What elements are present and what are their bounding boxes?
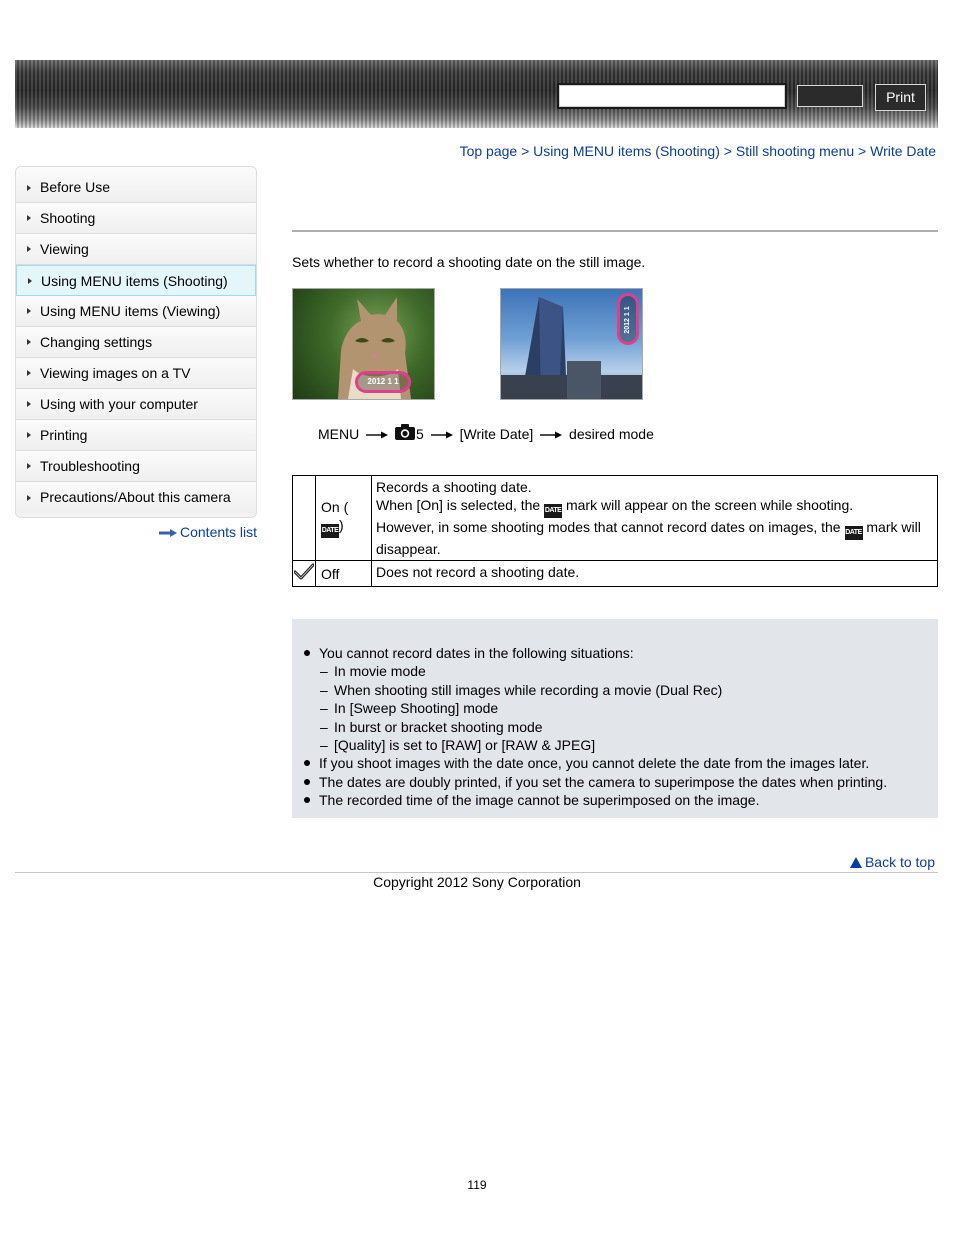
bullet-icon [304, 797, 310, 803]
list-item [292, 736, 938, 754]
breadcrumb-top-page[interactable]: Top page [459, 143, 518, 159]
note-text: In movie mode [334, 663, 426, 680]
breadcrumb-write-date[interactable]: Write Date [870, 143, 936, 159]
arrow-right-icon [366, 431, 388, 439]
triangle-right-icon [28, 278, 32, 284]
list-item [292, 644, 938, 662]
date-stamp-highlight: 2012 1 1 [355, 371, 411, 393]
contents-list-label: Contents list [180, 524, 258, 540]
sidebar-item-label: Before Use [40, 179, 111, 195]
sidebar-item-label: Changing settings [40, 334, 153, 350]
menu-desired-mode: desired mode [569, 426, 654, 442]
back-to-top-label: Back to top [864, 854, 935, 870]
print-button[interactable]: Print [875, 84, 926, 111]
breadcrumb-using-menu-shooting[interactable]: Using MENU items (Shooting) [533, 143, 720, 159]
sidebar-item-label: Using MENU items (Shooting) [41, 273, 228, 289]
option-label-text: ) [339, 517, 344, 533]
sample-photo-cat [292, 288, 435, 400]
sidebar-item-label: Precautions/About this camera [40, 489, 231, 505]
desc-line: Records a shooting date. [376, 479, 532, 495]
breadcrumb-separator: > [723, 143, 732, 159]
sidebar-item-label: Viewing [40, 241, 89, 257]
dash-icon: – [320, 681, 328, 698]
sidebar-item-before-use[interactable] [16, 167, 256, 203]
default-mark-cell [293, 476, 316, 561]
dash-icon: – [320, 737, 328, 754]
sidebar-item-using-menu-viewing[interactable] [16, 296, 256, 327]
sidebar-item-label: Using with your computer [40, 396, 198, 412]
default-mark-cell [293, 561, 316, 587]
table-row [293, 476, 938, 561]
triangle-right-icon [27, 185, 31, 191]
breadcrumb-separator: > [521, 143, 530, 159]
triangle-right-icon [27, 370, 31, 376]
sidebar-nav [15, 166, 257, 518]
triangle-right-icon [27, 401, 31, 407]
date-icon: DATE [544, 504, 562, 518]
intro-text: Sets whether to record a shooting date on the still image. [292, 254, 646, 270]
desc-line: mark will appear on the screen while shooting. [565, 497, 854, 513]
note-text: You cannot record dates in the following situations: [319, 645, 634, 661]
menu-label: MENU [318, 426, 360, 442]
option-label-text: On ( [321, 499, 349, 515]
bullet-icon [304, 650, 310, 656]
back-to-top-link[interactable] [850, 854, 935, 870]
note-text: The dates are doubly printed, if you set the camera to superimpose the dates when printing. [319, 773, 888, 790]
list-item [292, 773, 938, 791]
dash-icon: – [320, 700, 328, 717]
sidebar-item-printing[interactable] [16, 420, 256, 451]
dash-icon: – [320, 718, 328, 735]
contents-list-link[interactable] [159, 524, 257, 540]
page-number: 119 [467, 1178, 487, 1192]
date-icon: DATE [321, 524, 339, 538]
title-divider [292, 230, 938, 232]
sidebar-item-label: Troubleshooting [40, 458, 140, 474]
triangle-right-icon [27, 215, 31, 221]
desc-line: mark will disappear. [376, 519, 921, 557]
note-text: When shooting still images while recording a movie (Dual Rec) [334, 681, 723, 698]
list-item [292, 791, 938, 809]
breadcrumb-separator: > [858, 143, 867, 159]
sidebar-item-viewing[interactable] [16, 234, 256, 265]
dash-icon: – [320, 663, 328, 680]
list-item [292, 754, 938, 772]
option-label-on [316, 476, 372, 561]
sidebar-item-label: Shooting [40, 210, 96, 226]
search-button[interactable] [797, 85, 863, 107]
footer-divider [15, 872, 938, 873]
search-input[interactable] [559, 85, 785, 107]
note-text: [Quality] is set to [RAW] or [RAW & JPEG] [334, 737, 596, 754]
list-item [292, 662, 938, 680]
sidebar-item-using-menu-shooting[interactable] [16, 265, 256, 296]
sidebar-item-troubleshooting[interactable] [16, 451, 256, 482]
camera-icon [395, 424, 415, 440]
arrow-right-icon [159, 529, 177, 537]
triangle-right-icon [27, 308, 31, 314]
date-stamp-highlight [617, 293, 639, 345]
triangle-up-icon [850, 857, 862, 868]
list-item [292, 681, 938, 699]
sidebar-item-precautions[interactable] [16, 482, 256, 513]
breadcrumb-still-shooting-menu[interactable]: Still shooting menu [735, 143, 855, 159]
option-desc-off: Does not record a shooting date. [372, 561, 938, 587]
notes-box [292, 619, 938, 818]
note-text: In burst or bracket shooting mode [334, 718, 543, 735]
bullet-icon [304, 760, 310, 766]
option-desc-on [372, 476, 938, 561]
triangle-right-icon [27, 463, 31, 469]
date-icon: DATE [845, 526, 863, 540]
option-label-off: Off [316, 561, 372, 587]
menu-path [318, 424, 654, 442]
sample-photo-building [500, 288, 643, 400]
sidebar-item-label: Viewing images on a TV [40, 365, 191, 381]
sidebar-item-viewing-on-tv[interactable] [16, 358, 256, 389]
note-text: The recorded time of the image cannot be superimposed on the image. [319, 792, 760, 809]
header-bar [15, 60, 938, 128]
triangle-right-icon [27, 246, 31, 252]
arrow-right-icon [540, 431, 562, 439]
checkmark-icon [294, 563, 314, 581]
desc-line: When [On] is selected, the [376, 497, 541, 513]
note-text: In [Sweep Shooting] mode [334, 700, 499, 717]
options-table [292, 475, 938, 587]
copyright-text: Copyright 2012 Sony Corporation [373, 874, 581, 890]
date-stamp-text: 2012 1 1 [624, 306, 631, 334]
sidebar-item-shooting[interactable] [16, 203, 256, 234]
menu-tab-number: 5 [416, 426, 424, 442]
sidebar-item-changing-settings[interactable] [16, 327, 256, 358]
bullet-icon [304, 779, 310, 785]
triangle-right-icon [27, 432, 31, 438]
sidebar-item-label: Printing [40, 427, 88, 443]
triangle-right-icon [27, 495, 31, 501]
sidebar-item-label: Using MENU items (Viewing) [40, 303, 221, 319]
menu-item-write-date: [Write Date] [459, 426, 534, 442]
sidebar-item-using-with-computer[interactable] [16, 389, 256, 420]
table-row [293, 561, 938, 587]
note-text: If you shoot images with the date once, you cannot delete the date from the images later. [319, 755, 870, 772]
triangle-right-icon [27, 339, 31, 345]
arrow-right-icon [431, 431, 453, 439]
breadcrumb [460, 143, 936, 159]
desc-line: However, in some shooting modes that cannot record dates on images, the [376, 519, 841, 535]
list-item [292, 699, 938, 717]
list-item [292, 718, 938, 736]
